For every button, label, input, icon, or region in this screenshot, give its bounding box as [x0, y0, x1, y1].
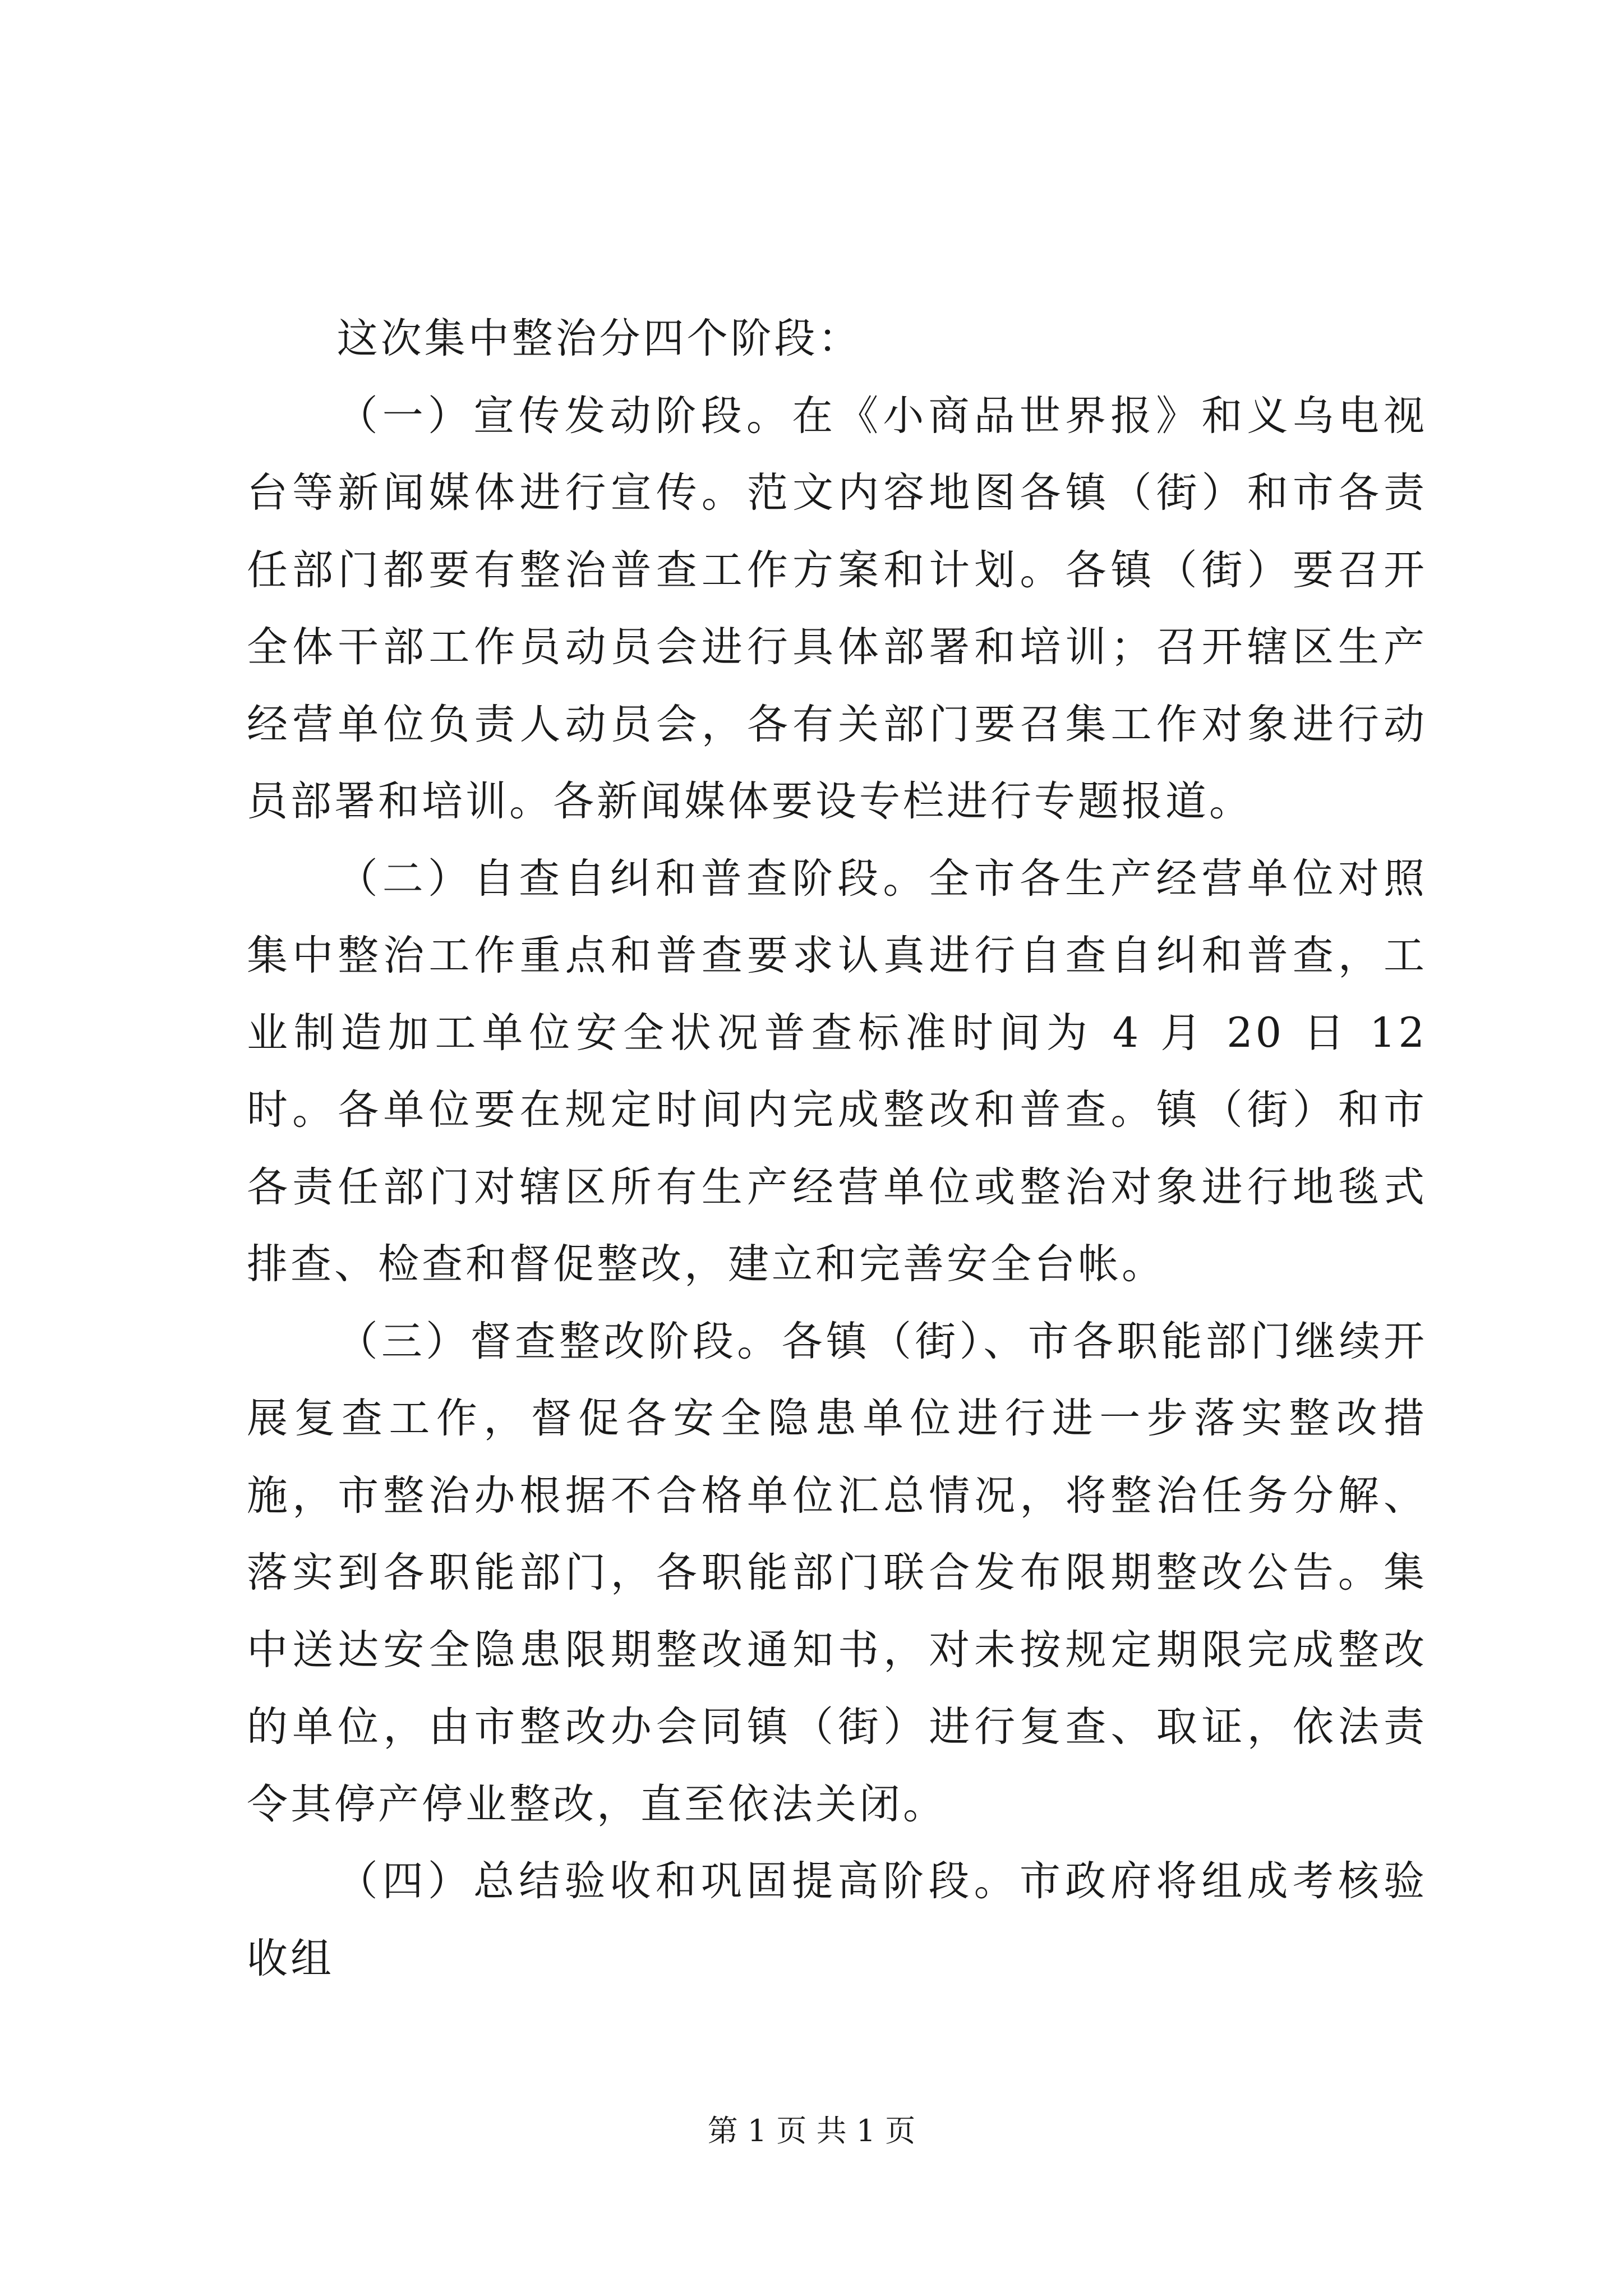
paragraph-stage-3: （三）督查整改阶段。各镇（街）、市各职能部门继续开展复查工作，督促各安全隐患单位进行进一步落实整改措施，市整治办根据不合格单位汇总情况，将整治任务分解、落实到各职能部门，各职能部门联合发布限期整改公告。集中送达安全隐患限期整改通知书，对未按规定期限完成整改的单位，由市整改办会同镇（街）进行复查、取证，依法责令其停产停业整改，直至依法关闭。 — [247, 1317, 1427, 1828]
document-body — [247, 300, 1427, 1997]
paragraph-stage-1: （一）宣传发动阶段。在《小商品世界报》和义乌电视台等新闻媒体进行宣传。范文内容地图各镇（街）和市各责任部门都要有整治普查工作方案和计划。各镇（街）要召开全体干部工作员动员会进行具体部署和培训；召开辖区生产经营单位负责人动员会，各有关部门要召集工作对象进行动员部署和培训。各新闻媒体要设专栏进行专题报道。 — [247, 392, 1427, 825]
paragraph-stage-2: （二）自查自纠和普查阶段。全市各生产经营单位对照集中整治工作重点和普查要求认真进行自查自纠和普查，工业制造加工单位安全状况普查标准时间为 4 月 20 日 12 时。各单位要在规定时间内完成整改和普查。镇（街）和市各责任部门对辖区所有生产经营单位或整治对象进行地毯式排查、检查和督促整改，建立和完善安全台帐。 — [247, 854, 1427, 1288]
page-number-footer: 第 1 页 共 1 页 — [707, 2113, 916, 2148]
paragraph-stage-4: （四）总结验收和巩固提高阶段。市政府将组成考核验收组 — [247, 1857, 1427, 1982]
paragraph-intro: 这次集中整治分四个阶段： — [336, 315, 862, 362]
